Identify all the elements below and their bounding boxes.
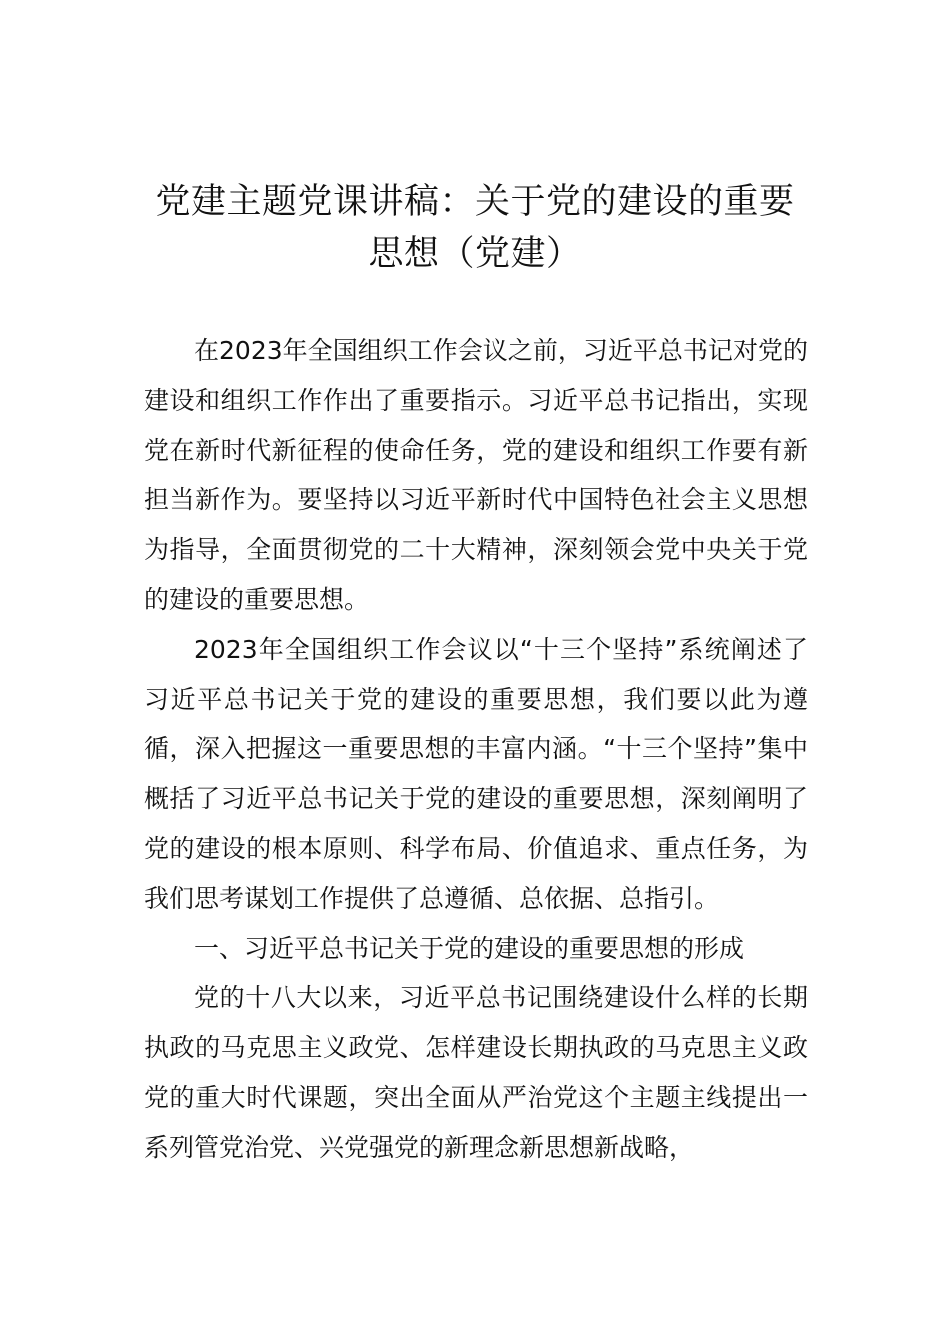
paragraph-intro: 在2023年全国组织工作会议之前，习近平总书记对党的建设和组织工作作出了重要指示。习近平总书记指出，实现党在新时代新征程的使命任务，党的建设和组织工作要有新担当新作为。要坚持以习近平新时代中国特色社会主义思想为指导，全面贯彻党的二十大精神，深刻领会党中央关于党的建设的重要思想。	[144, 336, 808, 614]
title-line-1: 党建主题党课讲稿：关于党的建设的重要	[155, 182, 795, 222]
paragraph-thirteen-persistences: 2023年全国组织工作会议以“十三个坚持”系统阐述了习近平总书记关于党的建设的重要思想，我们要以此为遵循，深入把握这一重要思想的丰富内涵。“十三个坚持”集中概括了习近平总书记关于党的建设的重要思想，深刻阐明了党的建设的根本原则、科学布局、价值追求、重点任务，为我们思考谋划工作提供了总遵循、总依据、总指引。	[144, 634, 808, 913]
paragraph-formation: 党的十八大以来，习近平总书记围绕建设什么样的长期执政的马克思主义政党、怎样建设长期执政的马克思主义政党的重大时代课题，突出全面从严治党这个主题主线提出一系列管党治党、兴党强党的新理念新思想新战略，	[144, 983, 808, 1162]
document-title	[130, 176, 820, 280]
title-line-2: 思想（党建）	[368, 234, 582, 274]
section-heading-1: 一、习近平总书记关于党的建设的重要思想的形成	[194, 933, 745, 963]
document-body	[144, 326, 808, 1173]
